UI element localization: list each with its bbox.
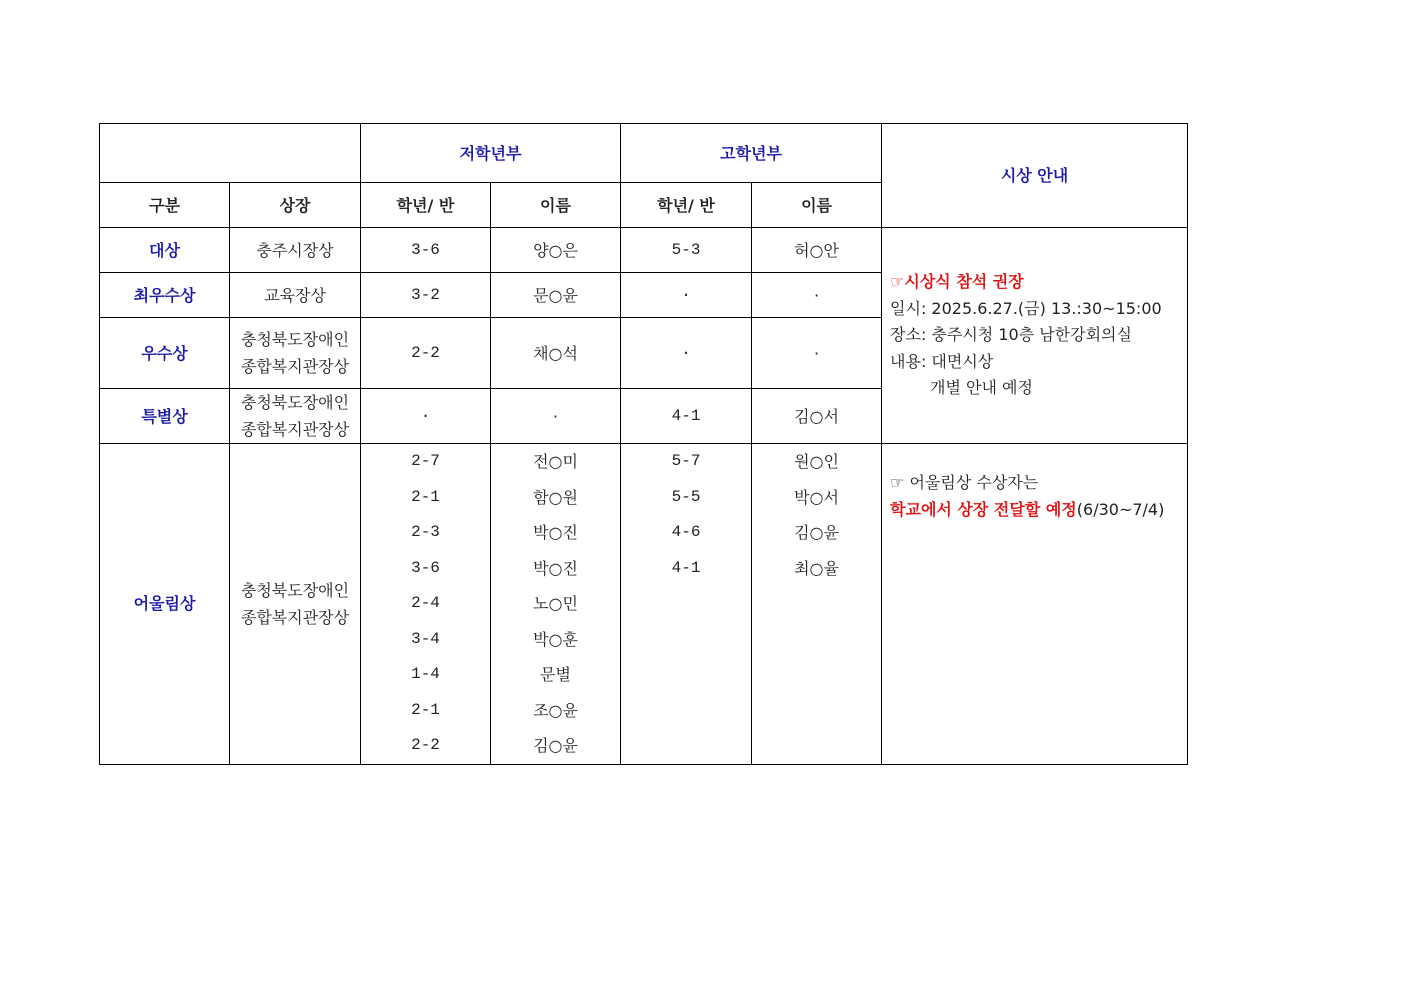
list-item: 전○미	[533, 452, 578, 471]
award-cell: 충주시장상	[230, 228, 361, 273]
award-column-header: 상장	[230, 183, 361, 228]
award-cell	[230, 318, 361, 389]
lower-grade-cell: ·	[361, 389, 491, 444]
upper-name-column-header: 이름	[752, 183, 882, 228]
ceremony-content-line: 내용: 대면시상	[890, 351, 994, 371]
list-item: 3-6	[411, 558, 440, 577]
list-item: 노○민	[533, 594, 578, 613]
upper-grade-column-header: 학년/ 반	[621, 183, 752, 228]
lower-name-column-header: 이름	[491, 183, 621, 228]
lower-name-list	[491, 444, 621, 765]
list-item: 김○윤	[533, 736, 578, 755]
list-item: 원○인	[794, 452, 839, 471]
award-line: 종합복지관장상	[240, 420, 350, 439]
list-item: 5-5	[671, 487, 701, 506]
category-cell: 특별상	[100, 389, 230, 444]
list-item: 2-1	[411, 487, 440, 506]
list-item: 4-6	[671, 523, 701, 541]
award-line: 충청북도장애인	[240, 393, 350, 412]
pointing-hand-icon: ☞	[890, 272, 905, 292]
upper-grade-cell: 5-3	[621, 228, 752, 273]
list-item: 문별	[540, 665, 571, 684]
list-item: 2-7	[411, 452, 440, 470]
awards-table	[99, 123, 1188, 765]
ceremony-content-sub: 개별 안내 예정	[930, 378, 1033, 398]
ceremony-note-cell	[882, 228, 1188, 444]
list-item: 함○원	[533, 487, 578, 507]
lower-name-cell: 양○은	[491, 228, 621, 273]
lower-name-cell: ·	[491, 389, 621, 444]
list-item: 1-4	[411, 665, 440, 683]
upper-name-cell: 허○안	[752, 228, 882, 273]
list-item: 최○율	[794, 558, 839, 578]
ceremony-info-header: 시상 안내	[882, 124, 1188, 228]
upper-name-cell: ·	[752, 273, 882, 318]
table-row	[100, 228, 1188, 273]
award-line: 충청북도장애인	[240, 330, 350, 349]
category-cell: 어울림상	[100, 444, 230, 765]
harmony-note-line1: 어울림상 수상자는	[909, 473, 1039, 492]
award-line: 충청북도장애인	[240, 580, 350, 600]
ceremony-date-line: 일시: 2025.6.27.(금) 13.:30~15:00	[890, 298, 1162, 318]
list-item: 조○윤	[533, 700, 578, 720]
award-line: 종합복지관장상	[240, 357, 350, 376]
table-row	[100, 444, 1188, 765]
harmony-note-dates: (6/30~7/4)	[1076, 499, 1165, 519]
lower-name-cell: 문○윤	[491, 273, 621, 318]
upper-division-header: 고학년부	[621, 124, 882, 183]
lower-grade-cell: 3-2	[361, 273, 491, 318]
harmony-note-cell	[882, 444, 1188, 765]
list-item: 2-4	[411, 594, 440, 612]
list-item: 2-3	[411, 523, 440, 541]
upper-grade-cell: 4-1	[621, 389, 752, 444]
upper-grade-cell: ·	[621, 273, 752, 318]
list-item: 3-4	[411, 629, 440, 648]
pointing-hand-icon: ☞	[890, 473, 905, 492]
list-item: 김○윤	[794, 523, 839, 542]
award-cell	[230, 444, 361, 765]
category-column-header: 구분	[100, 183, 230, 228]
lower-grade-column-header: 학년/ 반	[361, 183, 491, 228]
list-item: 4-1	[671, 558, 701, 577]
list-item: 5-7	[671, 452, 701, 470]
lower-name-cell: 채○석	[491, 318, 621, 389]
upper-name-cell: 김○서	[752, 389, 882, 444]
list-item: 2-2	[411, 736, 440, 754]
upper-name-list	[752, 444, 882, 765]
category-cell: 대상	[100, 228, 230, 273]
upper-name-cell: ·	[752, 318, 882, 389]
harmony-note-highlight: 학교에서 상장 전달할 예정	[890, 499, 1077, 519]
award-line: 종합복지관장상	[240, 607, 350, 627]
list-item: 박○훈	[533, 629, 578, 649]
lower-grade-cell: 3-6	[361, 228, 491, 273]
list-item: 박○진	[533, 558, 578, 578]
upper-grade-cell: ·	[621, 318, 752, 389]
lower-division-header: 저학년부	[361, 124, 621, 183]
list-item: 박○서	[794, 487, 839, 507]
empty-corner-cell	[100, 124, 361, 183]
lower-grade-list	[361, 444, 491, 765]
category-cell: 최우수상	[100, 273, 230, 318]
award-cell: 교육장상	[230, 273, 361, 318]
upper-grade-list	[621, 444, 752, 765]
ceremony-place-line: 장소: 충주시청 10층 남한강회의실	[890, 325, 1132, 345]
list-item: 박○진	[533, 523, 578, 542]
award-cell	[230, 389, 361, 444]
list-item: 2-1	[411, 700, 440, 719]
category-cell: 우수상	[100, 318, 230, 389]
lower-grade-cell: 2-2	[361, 318, 491, 389]
ceremony-note-title: 시상식 참석 권장	[904, 272, 1024, 292]
